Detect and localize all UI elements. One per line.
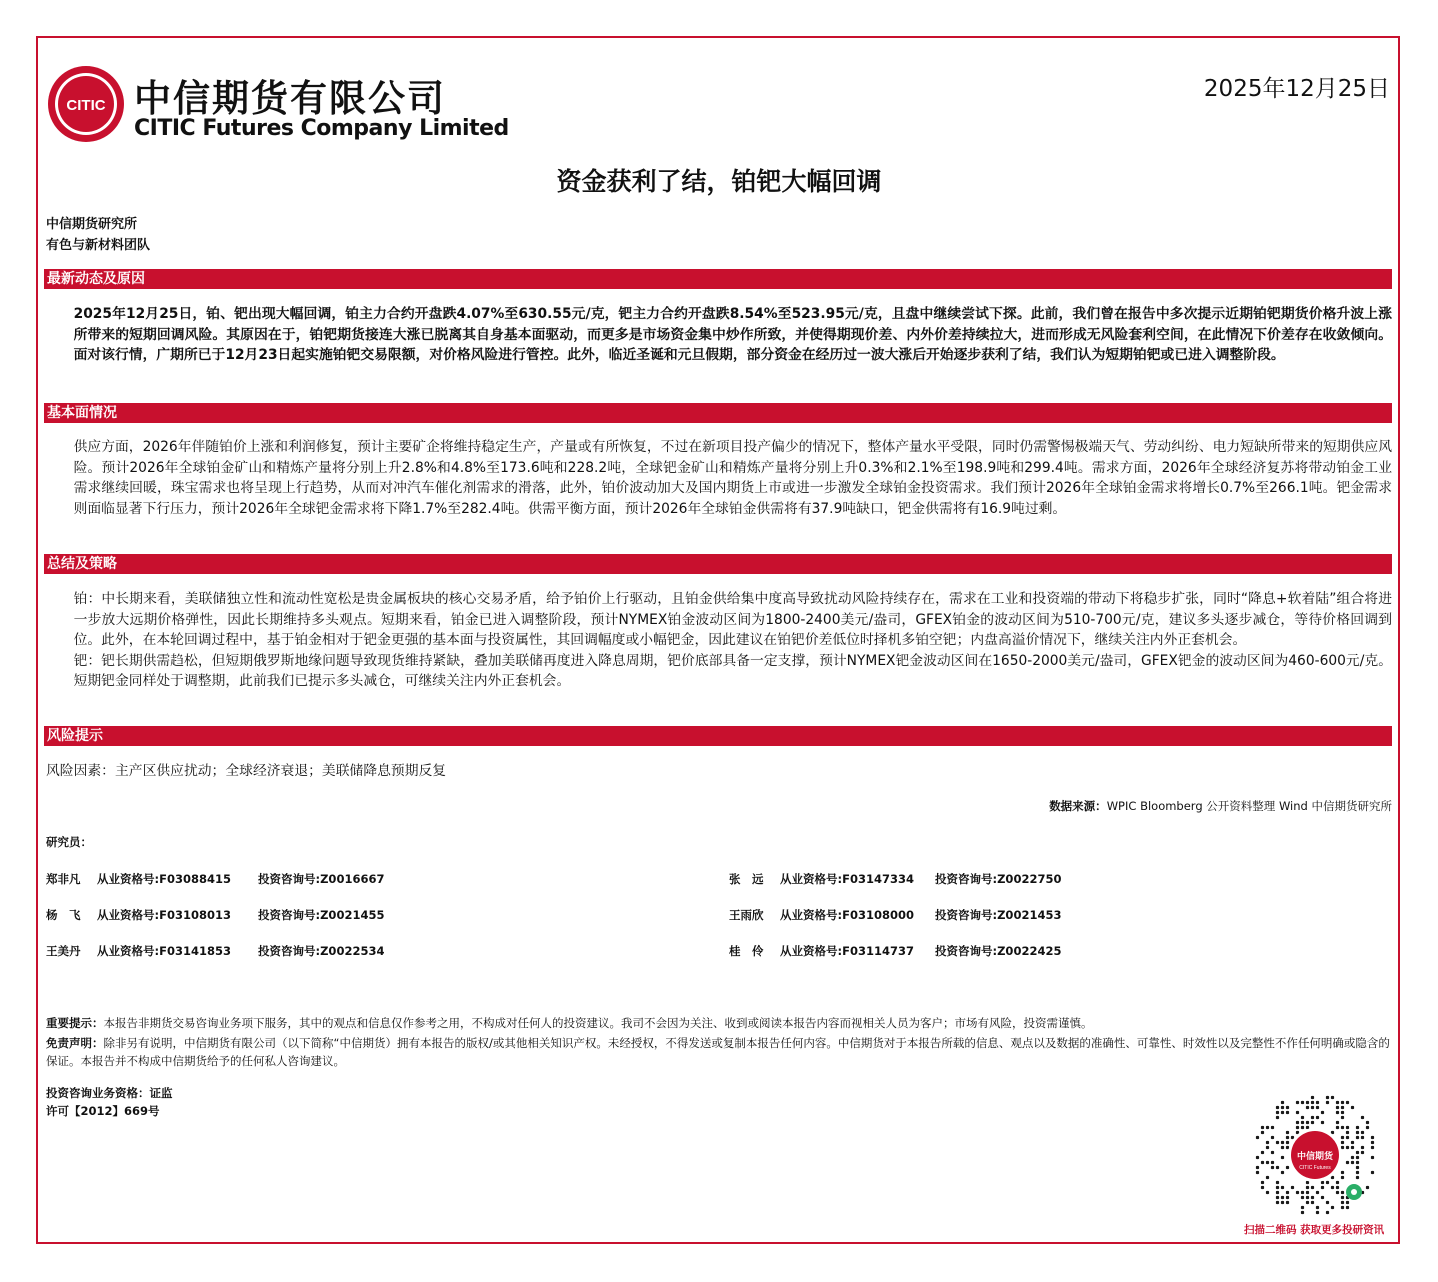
data-source — [1049, 798, 1392, 814]
disclaimer-text: 除非另有说明，中信期货有限公司（以下简称“中信期货）拥有本报告的版权/或其他相关知识产权。未经授权，不得发送或复制本报告任何内容。中信期货对于本报告所载的信息、观点以及数据的准确性、可靠性、时效性以及完整性不作任何明确或隐含的保证。本报告并不构成中信期货给予的任何私人咨询建议。 — [46, 1036, 1390, 1068]
researcher-consult: 投资咨询号:Z0021455 — [258, 908, 385, 922]
license-line-2: 许可【2012】669号 — [46, 1104, 160, 1118]
paragraph: 2025年12月25日，铂、钯出现大幅回调，铂主力合约开盘跌4.07%至630.55元/克，钯主力合约开盘跌8.54%至523.95元/克，且盘中继续尝试下探。此前，我们曾在报告中多次提示近期铂钯期货价格升波上涨所带来的短期回调风险。其原因在于，铂钯期货接连大涨已脱离其自身基本面驱动，而更多是市场资金集中炒作所致，并使得期现价差、内外价差持续拉大，进而形成无风险套利空间，在此情况下价差存在收敛倾向。面对该行情，广期所已于12月23日起实施铂钯交易限额，对价格风险进行管控。此外，临近圣诞和元旦假期，部分资金在经历过一波大涨后开始逐步获利了结，我们认为短期铂钯或已进入调整阶段。 — [73, 306, 1392, 363]
report-date: 2025年12月25日 — [1203, 76, 1390, 102]
researcher-name: 张 远 — [729, 872, 764, 886]
section-heading-risk: 风险提示 — [44, 726, 1392, 746]
researcher-consult: 投资咨询号:Z0016667 — [258, 872, 385, 886]
researcher-consult: 投资咨询号:Z0021453 — [935, 908, 1062, 922]
qr-center-en: CITIC Futures — [1299, 1165, 1331, 1171]
section-heading-latest: 最新动态及原因 — [44, 269, 1392, 289]
disclaimer-statement — [46, 1034, 1391, 1070]
researcher-qual: 从业资格号:F03108013 — [97, 908, 231, 922]
org-institute: 中信期货研究所 — [46, 217, 138, 232]
researcher-consult: 投资咨询号:Z0022425 — [935, 944, 1062, 958]
data-source-label: 数据来源： — [1049, 799, 1107, 813]
company-name-en: CITIC Futures Company Limited — [134, 116, 509, 141]
paragraph: 风险因素：主产区供应扰动；全球经济衰退；美联储降息预期反复 — [46, 763, 447, 779]
researcher-qual: 从业资格号:F03088415 — [97, 872, 231, 886]
researcher-consult: 投资咨询号:Z0022534 — [258, 944, 385, 958]
section-body-fundamentals — [46, 437, 1392, 519]
researchers-label: 研究员： — [46, 835, 92, 849]
important-notice-text: 本报告非期货交易咨询业务项下服务，其中的观点和信息仅作参考之用，不构成对任何人的投资建议。我司不会因为关注、收到或阅读本报告内容而视相关人员为客户；市场有风险，投资需谨慎。 — [103, 1016, 1093, 1030]
qr-center-cn: 中信期货 — [1296, 1152, 1334, 1162]
report-title: 资金获利了结，铂钯大幅回调 — [556, 167, 882, 196]
section-body-risk — [46, 761, 1392, 782]
citic-logo-icon — [46, 64, 126, 144]
important-notice — [46, 1014, 1391, 1032]
section-body-strategy — [46, 589, 1392, 692]
qr-caption: 扫描二维码 获取更多投研资讯 — [1244, 1224, 1385, 1236]
section-heading-strategy: 总结及策略 — [44, 554, 1392, 574]
section-heading-fundamentals: 基本面情况 — [44, 403, 1392, 423]
researcher-name: 郑非凡 — [46, 872, 81, 886]
data-source-text: WPIC Bloomberg 公开资料整理 Wind 中信期货研究所 — [1106, 799, 1392, 813]
researcher-qual: 从业资格号:F03147334 — [780, 872, 914, 886]
org-team: 有色与新材料团队 — [46, 238, 151, 253]
researcher-consult: 投资咨询号:Z0022750 — [935, 872, 1062, 886]
disclaimer-label: 免责声明： — [46, 1036, 104, 1050]
company-name-cn: 中信期货有限公司 — [134, 77, 446, 120]
researcher-name: 王美丹 — [46, 944, 81, 958]
qr-code-icon[interactable] — [1250, 1090, 1380, 1220]
paragraph-palladium: 钯：钯长期供需趋松，但短期俄罗斯地缘问题导致现货维持紧缺，叠加美联储再度进入降息周期，钯价底部具备一定支撑，预计NYMEX钯金波动区间在1650-2000美元/盎司，GFEX钯金的波动区间为460-600元/克。短期钯金同样处于调整期，此前我们已提示多头减仓，可继续关注内外正套机会。 — [73, 652, 1392, 689]
important-notice-label: 重要提示： — [46, 1016, 104, 1030]
section-body-latest — [46, 304, 1392, 366]
researcher-name: 桂 伶 — [729, 944, 764, 958]
researcher-name: 杨 飞 — [46, 908, 81, 922]
license-line-1: 投资咨询业务资格：证监 — [46, 1086, 173, 1100]
researcher-name: 王雨欣 — [729, 908, 764, 922]
paragraph: 供应方面，2026年伴随铂价上涨和利润修复，预计主要矿企将维持稳定生产，产量或有所恢复，不过在新项目投产偏少的情况下，整体产量水平受限，同时仍需警惕极端天气、劳动纠纷、电力短缺所带来的短期供应风险。预计2026年全球铂金矿山和精炼产量将分别上升2.8%和4.8%至173.6吨和228.2吨，全球钯金矿山和精炼产量将分别上升0.3%和2.1%至198.9吨和299.4吨。需求方面，2026年全球经济复苏将带动铂金工业需求继续回暖，珠宝需求也将呈现上行趋势，从而对冲汽车催化剂需求的滑落，此外，铂价波动加大及国内期货上市或进一步激发全球铂金投资需求。我们预计2026年全球铂金需求将增长0.7%至266.1吨。钯金需求则面临显著下行压力，预计2026年全球钯金需求将下降1.7%至282.4吨。供需平衡方面，预计2026年全球铂金供需将有37.9吨缺口，钯金供需将有16.9吨过剩。 — [73, 439, 1392, 517]
researcher-qual: 从业资格号:F03114737 — [780, 944, 914, 958]
researcher-qual: 从业资格号:F03141853 — [97, 944, 231, 958]
logo-text: CITIC — [66, 97, 106, 114]
paragraph-platinum: 铂：中长期来看，美联储独立性和流动性宽松是贵金属板块的核心交易矛盾，给予铂价上行驱动，且铂金供给集中度高导致扰动风险持续存在，需求在工业和投资端的带动下将稳步扩张，同时“降息+软着陆”组合将进一步放大远期价格弹性，因此长期维持多头观点。短期来看，铂金已进入调整阶段，预计NYMEX铂金波动区间为1800-2400美元/盎司，GFEX铂金的波动区间为510-700元/克，建议多头逐步减仓，等待价格回调到位。此外，在本轮回调过程中，基于铂金相对于钯金更强的基本面与投资属性，其回调幅度或小幅钯金，因此建议在铂钯价差低位时择机多铂空钯；内盘高溢价情况下，继续关注内外正套机会。 — [73, 591, 1392, 648]
researcher-qual: 从业资格号:F03108000 — [780, 908, 914, 922]
